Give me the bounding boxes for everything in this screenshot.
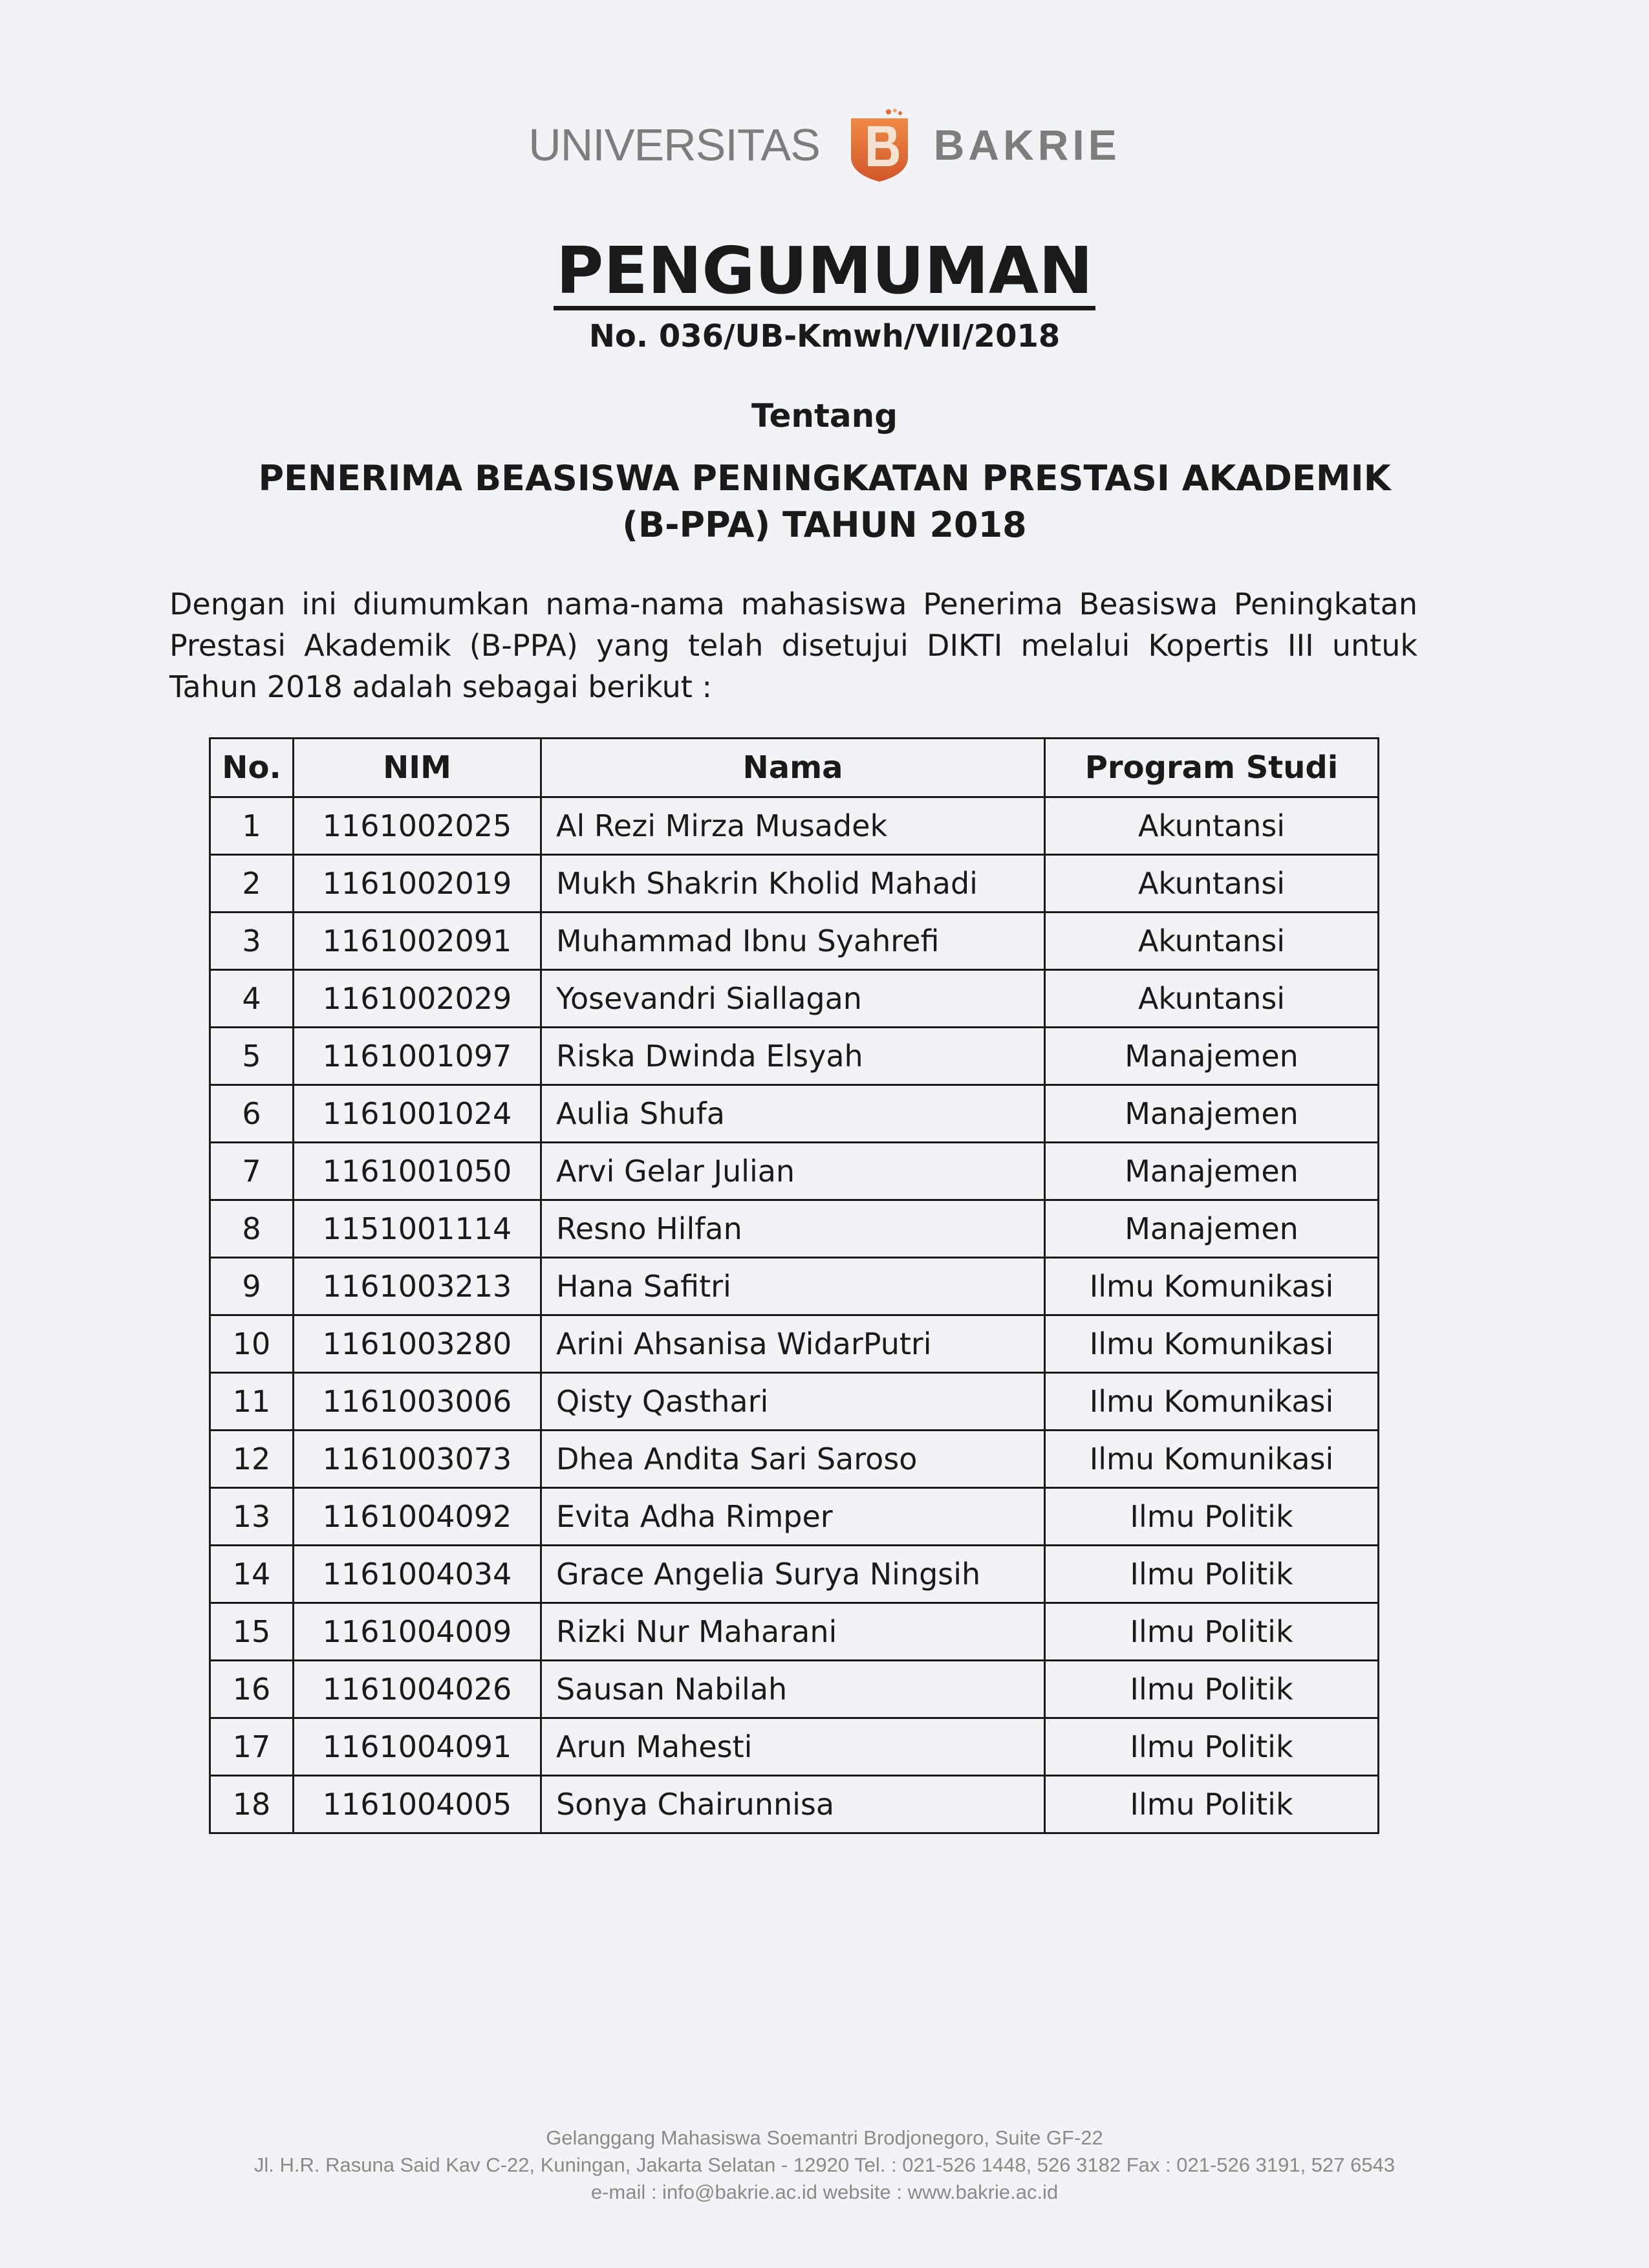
cell-number: 16 [210, 1661, 294, 1718]
footer-line-2: Jl. H.R. Rasuna Said Kav C-22, Kuningan, Jakarta Selatan - 12920 Tel. : 021-526 1448, 526 3182 Fax : 021-526 3191, 527 6543 [253, 2154, 1396, 2176]
cell-number: 7 [210, 1143, 294, 1200]
letterhead-universitas: UNIVERSITAS [528, 120, 820, 170]
cell-name: Sausan Nabilah [541, 1661, 1045, 1718]
cell-nim: 1161003073 [294, 1431, 541, 1488]
cell-name: Arun Mahesti [541, 1718, 1045, 1776]
cell-nim: 1161001097 [294, 1028, 541, 1085]
cell-nim: 1161001024 [294, 1085, 541, 1143]
cell-nim: 1161002029 [294, 970, 541, 1028]
cell-nim: 1161003006 [294, 1373, 541, 1431]
cell-program: Ilmu Politik [1045, 1661, 1379, 1718]
cell-number: 12 [210, 1431, 294, 1488]
cell-name: Aulia Shufa [541, 1085, 1045, 1143]
cell-nim: 1161004034 [294, 1546, 541, 1603]
cell-name: Arvi Gelar Julian [541, 1143, 1045, 1200]
cell-number: 4 [210, 970, 294, 1028]
header-name: Nama [541, 739, 1045, 797]
announcement-title-wrap [0, 233, 1649, 310]
footer-line-3: e-mail : info@bakrie.ac.id website : www.bakrie.ac.id [590, 2181, 1059, 2203]
table-row [210, 1431, 1379, 1488]
cell-name: Yosevandri Siallagan [541, 970, 1045, 1028]
cell-nim: 1161002025 [294, 797, 541, 855]
table-row [210, 913, 1379, 970]
cell-name: Muhammad Ibnu Syahrefi [541, 913, 1045, 970]
cell-program: Ilmu Politik [1045, 1546, 1379, 1603]
table-row [210, 1603, 1379, 1661]
table-row [210, 1373, 1379, 1431]
letterhead [0, 107, 1649, 183]
intro-paragraph: Dengan ini diumumkan nama-nama mahasiswa Penerima Beasiswa Peningkatan Prestasi Akademik (B-PPA) yang telah disetujui DIKTI melalui Kopertis III untuk Tahun 2018 adalah sebagai berikut : [169, 587, 1417, 704]
subject-line-1: PENERIMA BEASISWA PENINGKATAN PRESTASI AKADEMIK [258, 458, 1391, 499]
cell-nim: 1161004026 [294, 1661, 541, 1718]
table-row [210, 1200, 1379, 1258]
table-row [210, 1776, 1379, 1833]
cell-number: 15 [210, 1603, 294, 1661]
cell-number: 10 [210, 1315, 294, 1373]
cell-program: Manajemen [1045, 1028, 1379, 1085]
cell-number: 17 [210, 1718, 294, 1776]
cell-number: 14 [210, 1546, 294, 1603]
cell-program: Ilmu Politik [1045, 1718, 1379, 1776]
cell-nim: 1161004091 [294, 1718, 541, 1776]
table-row [210, 1661, 1379, 1718]
footer-address [0, 2124, 1649, 2206]
letterhead-bakrie: BAKRIE [933, 121, 1121, 169]
cell-program: Manajemen [1045, 1143, 1379, 1200]
table-row [210, 970, 1379, 1028]
recipients-table [209, 737, 1379, 1834]
cell-nim: 1161003280 [294, 1315, 541, 1373]
cell-program: Ilmu Politik [1045, 1603, 1379, 1661]
cell-nim: 1161001050 [294, 1143, 541, 1200]
cell-name: Hana Safitri [541, 1258, 1045, 1315]
cell-program: Akuntansi [1045, 970, 1379, 1028]
announcement-title: PENGUMUMAN [554, 236, 1095, 310]
cell-name: Evita Adha Rimper [541, 1488, 1045, 1546]
cell-number: 2 [210, 855, 294, 913]
cell-nim: 1161004005 [294, 1776, 541, 1833]
cell-name: Riska Dwinda Elsyah [541, 1028, 1045, 1085]
cell-program: Ilmu Komunikasi [1045, 1258, 1379, 1315]
cell-program: Akuntansi [1045, 855, 1379, 913]
table-row [210, 1258, 1379, 1315]
cell-program: Ilmu Komunikasi [1045, 1431, 1379, 1488]
bakrie-shield-logo-icon [848, 107, 911, 183]
header-number: No. [210, 739, 294, 797]
cell-name: Al Rezi Mirza Musadek [541, 797, 1045, 855]
table-row [210, 1085, 1379, 1143]
cell-nim: 1161003213 [294, 1258, 541, 1315]
cell-number: 8 [210, 1200, 294, 1258]
table-row [210, 1718, 1379, 1776]
header-program: Program Studi [1045, 739, 1379, 797]
cell-number: 18 [210, 1776, 294, 1833]
cell-number: 13 [210, 1488, 294, 1546]
about-label: Tentang [751, 397, 898, 435]
cell-program: Ilmu Politik [1045, 1776, 1379, 1833]
cell-nim: 1161002019 [294, 855, 541, 913]
cell-name: Qisty Qasthari [541, 1373, 1045, 1431]
cell-number: 9 [210, 1258, 294, 1315]
cell-nim: 1161002091 [294, 913, 541, 970]
table-row [210, 855, 1379, 913]
cell-program: Ilmu Komunikasi [1045, 1315, 1379, 1373]
cell-program: Ilmu Politik [1045, 1488, 1379, 1546]
footer-line-1: Gelanggang Mahasiswa Soemantri Brodjonegoro, Suite GF-22 [546, 2126, 1103, 2149]
table-row [210, 1546, 1379, 1603]
table-body [210, 797, 1379, 1833]
cell-name: Dhea Andita Sari Saroso [541, 1431, 1045, 1488]
announcement-number: No. 036/UB-Kmwh/VII/2018 [588, 318, 1061, 354]
table-row [210, 1143, 1379, 1200]
subject-heading [0, 455, 1649, 548]
cell-number: 3 [210, 913, 294, 970]
cell-program: Ilmu Komunikasi [1045, 1373, 1379, 1431]
table-row [210, 1028, 1379, 1085]
cell-program: Manajemen [1045, 1200, 1379, 1258]
cell-program: Akuntansi [1045, 797, 1379, 855]
cell-number: 11 [210, 1373, 294, 1431]
table-row [210, 797, 1379, 855]
cell-name: Resno Hilfan [541, 1200, 1045, 1258]
cell-nim: 1161004009 [294, 1603, 541, 1661]
cell-name: Rizki Nur Maharani [541, 1603, 1045, 1661]
cell-program: Manajemen [1045, 1085, 1379, 1143]
subject-line-2: (B-PPA) TAHUN 2018 [622, 504, 1027, 545]
cell-program: Akuntansi [1045, 913, 1379, 970]
cell-name: Mukh Shakrin Kholid Mahadi [541, 855, 1045, 913]
cell-number: 1 [210, 797, 294, 855]
cell-name: Grace Angelia Surya Ningsih [541, 1546, 1045, 1603]
table-row [210, 1488, 1379, 1546]
cell-name: Sonya Chairunnisa [541, 1776, 1045, 1833]
table-header-row [210, 739, 1379, 797]
cell-name: Arini Ahsanisa WidarPutri [541, 1315, 1045, 1373]
table-row [210, 1315, 1379, 1373]
cell-number: 6 [210, 1085, 294, 1143]
cell-number: 5 [210, 1028, 294, 1085]
header-nim: NIM [294, 739, 541, 797]
cell-nim: 1161004092 [294, 1488, 541, 1546]
cell-nim: 1151001114 [294, 1200, 541, 1258]
